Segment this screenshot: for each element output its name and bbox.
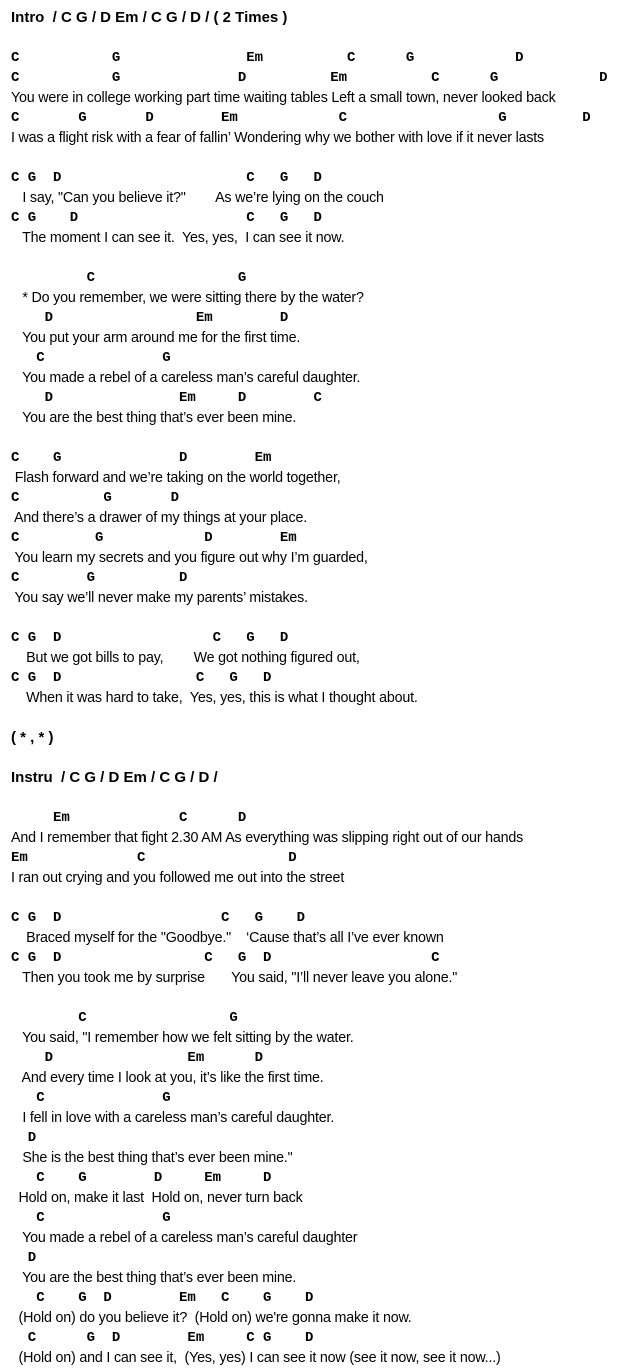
chord-line: D Em D C: [11, 390, 322, 406]
chord-line: C G Em C G D: [11, 50, 524, 66]
blank-line: [11, 28, 620, 48]
blank-line: [11, 708, 620, 728]
lyric-line: I was a flight risk with a fear of fallin’ Wondering why we bother with love if it never lasts: [11, 129, 545, 146]
chord-line: C G: [11, 350, 171, 366]
chord-line: C G: [11, 1090, 171, 1106]
blank-line: [11, 888, 620, 908]
chord-line: C G D C G D: [11, 210, 322, 226]
blank-line: [11, 148, 620, 168]
lyric-line: You put your arm around me for the first time.: [11, 329, 301, 346]
lyric-line: You said, "I remember how we felt sitting by the water.: [11, 1029, 354, 1046]
blank-line: [11, 428, 620, 448]
chord-line: C G D C G D: [11, 670, 272, 686]
chord-line: C G D C G D: [11, 170, 322, 186]
lyric-line: (Hold on) do you believe it? (Hold on) we're gonna make it now.: [11, 1309, 412, 1326]
chord-line: C G D C G D: [11, 910, 306, 926]
lyric-line: You are the best thing that’s ever been mine.: [11, 1269, 297, 1286]
lyric-line: You are the best thing that’s ever been mine.: [11, 409, 297, 426]
lyric-line: You made a rebel of a careless man’s careful daughter.: [11, 369, 361, 386]
lyric-line: You were in college working part time waiting tables Left a small town, never looked back: [11, 89, 556, 106]
lyric-line: But we got bills to pay, We got nothing figured out,: [11, 649, 360, 666]
chord-line: Em C D: [11, 850, 297, 866]
lyric-line: Flash forward and we’re taking on the world together,: [11, 469, 341, 486]
chord-line: D Em D: [11, 310, 289, 326]
blank-line: [11, 748, 620, 768]
chord-line: C G D: [11, 570, 188, 586]
chord-line: D Em D: [11, 1050, 264, 1066]
chord-line: C G D Em: [11, 450, 272, 466]
chord-line: C G D: [11, 490, 180, 506]
lyric-line: She is the best thing that’s ever been mine.": [11, 1149, 293, 1166]
lyric-line: And there’s a drawer of my things at your place.: [11, 509, 308, 526]
chord-line: C G D C G D: [11, 630, 289, 646]
chord-line: C G D Em C G D: [11, 1290, 314, 1306]
blank-line: [11, 248, 620, 268]
lyric-line: * Do you remember, we were sitting there by the water?: [11, 289, 364, 306]
lyric-line: The moment I can see it. Yes, yes, I can see it now.: [11, 229, 345, 246]
lyric-line: When it was hard to take, Yes, yes, this is what I thought about.: [11, 689, 418, 706]
lyric-line: I ran out crying and you followed me out into the street: [11, 869, 345, 886]
lyric-line: Then you took me by surprise You said, "I’ll never leave you alone.": [11, 969, 458, 986]
lyric-line: Hold on, make it last Hold on, never turn back: [11, 1189, 303, 1206]
blank-line: [11, 608, 620, 628]
lyric-line: I fell in love with a careless man’s careful daughter.: [11, 1109, 335, 1126]
lyric-line: (Hold on) and I can see it, (Yes, yes) I can see it now (see it now, see it now...): [11, 1349, 501, 1366]
chord-line: D: [11, 1130, 37, 1146]
lyric-line: You say we’ll never make my parents’ mistakes.: [11, 589, 308, 606]
lyric-line: And I remember that fight 2.30 AM As everything was slipping right out of our hands: [11, 829, 524, 846]
lyric-line: And every time I look at you, it’s like the first time.: [11, 1069, 324, 1086]
chord-line: D: [11, 1250, 37, 1266]
chord-line: C G: [11, 270, 247, 286]
section-header: ( * , * ): [11, 729, 54, 746]
blank-line: [11, 988, 620, 1008]
chord-line: C G: [11, 1010, 238, 1026]
chord-line: C G D C G D C: [11, 950, 440, 966]
lyric-line: Braced myself for the "Goodbye." ‘Cause that’s all I’ve ever known: [11, 929, 444, 946]
chord-line: C G D Em D: [11, 1170, 272, 1186]
chord-line: C G D Em: [11, 530, 297, 546]
section-header: Intro / C G / D Em / C G / D / ( 2 Times ): [11, 9, 288, 26]
lyric-line: You made a rebel of a careless man’s careful daughter: [11, 1229, 358, 1246]
chord-line: C G: [11, 1210, 171, 1226]
blank-line: [11, 788, 620, 808]
chord-line: C G D Em C G D: [11, 1330, 314, 1346]
chord-line: C G D Em C G D: [11, 70, 608, 86]
chord-line: C G D Em C G D: [11, 110, 591, 126]
lyric-line: You learn my secrets and you figure out why I’m guarded,: [11, 549, 368, 566]
lyric-line: I say, "Can you believe it?" As we’re lying on the couch: [11, 189, 384, 206]
chord-line: Em C D: [11, 810, 247, 826]
section-header: Instru / C G / D Em / C G / D /: [11, 769, 218, 786]
